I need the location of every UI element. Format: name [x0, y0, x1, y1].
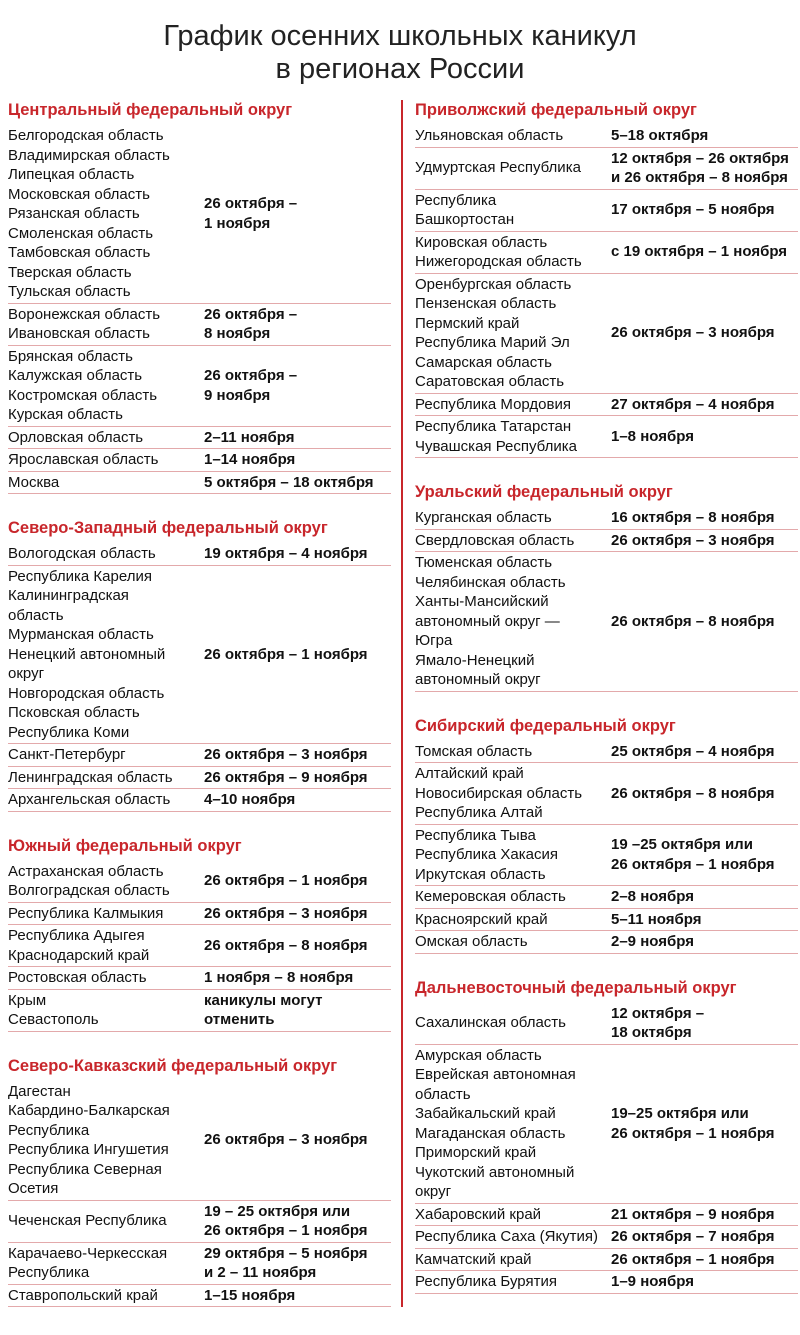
- region-name: Камчатский край: [415, 1250, 532, 1268]
- schedule-row: [8, 861, 391, 903]
- region-name: Чеченская Республика: [8, 1212, 167, 1230]
- region-name: Республика Татарстан: [415, 418, 572, 435]
- region-name: Свердловская область: [415, 531, 575, 549]
- region-name: округ: [415, 1183, 452, 1200]
- region-name: автономный округ —: [415, 612, 560, 630]
- region-list: [415, 553, 611, 690]
- region-name: Вологодская область: [8, 545, 156, 562]
- schedule-row: [415, 530, 798, 553]
- schedule-row: [8, 125, 391, 304]
- region-name: Ивановская область: [8, 325, 150, 342]
- holiday-dates: 26 октября – 1 ноября: [204, 872, 368, 890]
- schedule-row: [8, 903, 391, 926]
- region-name: область: [8, 606, 64, 624]
- schedule-row: [8, 1285, 391, 1308]
- holiday-dates: 26 октября – 8 ноября: [611, 612, 775, 630]
- region-name: Тверская область: [8, 263, 132, 281]
- region-name: Ставропольский край: [8, 1286, 158, 1304]
- region-name: Липецкая область: [8, 166, 135, 183]
- region-name: Дагестан: [8, 1082, 71, 1100]
- region-name: Астраханская область: [8, 862, 164, 880]
- schedule-row: [415, 232, 798, 274]
- holiday-dates: 26 октября – 7 ноября: [611, 1228, 775, 1245]
- region-name: Краснодарский край: [8, 946, 150, 964]
- region-name: Калининградская: [8, 587, 129, 604]
- region-name: Крым: [8, 991, 47, 1009]
- region-name: Ульяновская область: [415, 127, 564, 144]
- region-name: Республика Карелия: [8, 567, 152, 585]
- holiday-dates: 26 октября – 8 ноября: [204, 305, 298, 342]
- district-section: [415, 716, 798, 954]
- holiday-dates: 5–11 ноября: [611, 910, 702, 928]
- holiday-dates: 26 октября – 9 ноября: [204, 768, 368, 786]
- holiday-dates: 19–25 октября или 26 октября – 1 ноября: [611, 1105, 775, 1142]
- district-section: [415, 978, 798, 1294]
- holiday-dates: 17 октября – 5 ноября: [611, 201, 775, 219]
- region-list: [415, 275, 611, 392]
- holiday-dates: 2–9 ноября: [611, 933, 694, 950]
- region-list: [415, 826, 611, 885]
- schedule-row: [415, 931, 798, 954]
- region-list: [8, 745, 204, 765]
- district-section: [8, 100, 391, 494]
- region-list: [8, 1286, 204, 1306]
- holiday-dates: 19 октября – 4 ноября: [204, 545, 368, 562]
- holiday-dates: 4–10 ноября: [204, 791, 296, 808]
- region-list: [415, 158, 611, 178]
- schedule-row: [8, 543, 391, 566]
- section-gap: [415, 692, 798, 716]
- holiday-dates: 5 октября – 18 октября: [204, 473, 374, 491]
- region-name: Магаданская область: [415, 1124, 566, 1142]
- region-list: [415, 910, 611, 930]
- schedule-row: [415, 274, 798, 394]
- region-list: [8, 926, 204, 965]
- region-name: Курганская область: [415, 509, 552, 526]
- region-name: Владимирская область: [8, 146, 170, 164]
- schedule-row: [8, 925, 391, 967]
- region-list: [8, 790, 204, 810]
- right-column: [415, 100, 798, 1294]
- region-name: Тамбовская область: [8, 244, 151, 261]
- schedule-row: [8, 967, 391, 990]
- region-list: [415, 233, 611, 272]
- region-name: Республика Калмыкия: [8, 904, 164, 922]
- region-name: Югра: [415, 632, 453, 649]
- region-name: Республика: [8, 1121, 90, 1139]
- region-name: Томская область: [415, 742, 533, 760]
- schedule-row: [415, 552, 798, 692]
- holiday-dates: 26 октября – 1 ноября: [204, 645, 368, 663]
- region-name: Белгородская область: [8, 127, 164, 144]
- schedule-row: [415, 1271, 798, 1294]
- region-name: Ямало-Ненецкий: [415, 651, 535, 669]
- region-name: Калужская область: [8, 367, 143, 384]
- region-name: Мурманская область: [8, 626, 154, 643]
- region-name: Сахалинская область: [415, 1014, 566, 1032]
- holiday-dates: 26 октября – 8 ноября: [204, 936, 368, 954]
- region-name: Тюменская область: [415, 554, 553, 571]
- holiday-dates: 19 – 25 октября или 26 октября – 1 ноября: [204, 1202, 368, 1239]
- region-list: [8, 1211, 204, 1231]
- region-name: Смоленская область: [8, 224, 154, 242]
- region-name: Нижегородская область: [415, 253, 582, 270]
- holiday-dates: 21 октября – 9 ноября: [611, 1205, 775, 1223]
- schedule-row: [415, 148, 798, 190]
- holiday-dates: 2–8 ноября: [611, 888, 694, 905]
- region-name: Москва: [8, 473, 60, 491]
- holiday-dates: с 19 октября – 1 ноября: [611, 243, 788, 261]
- region-name: Тульская область: [8, 283, 131, 300]
- schedule-row: [8, 449, 391, 472]
- region-name: область: [415, 1085, 471, 1103]
- region-name: Республика Марий Эл: [415, 334, 570, 351]
- holiday-dates: каникулы могут отменить: [204, 991, 323, 1028]
- region-name: Республика Хакасия: [415, 846, 559, 863]
- region-list: [8, 305, 204, 344]
- region-name: Брянская область: [8, 347, 133, 365]
- region-list: [8, 567, 204, 743]
- region-name: Хабаровский край: [415, 1205, 542, 1223]
- region-name: Архангельская область: [8, 791, 171, 808]
- region-name: Кемеровская область: [415, 888, 566, 905]
- region-name: Оренбургская область: [415, 275, 572, 293]
- region-name: Новгородская область: [8, 684, 165, 702]
- region-name: Костромская область: [8, 386, 158, 404]
- region-name: Ненецкий автономный: [8, 645, 166, 663]
- holiday-dates: 29 октября – 5 ноября и 2 – 11 ноября: [204, 1244, 368, 1281]
- region-list: [415, 887, 611, 907]
- region-name: Ростовская область: [8, 969, 147, 986]
- region-name: Карачаево-Черкесская: [8, 1244, 168, 1262]
- section-gap: [8, 812, 391, 836]
- district-section: [8, 1056, 391, 1308]
- region-list: [415, 1250, 611, 1270]
- district-section: [8, 836, 391, 1032]
- region-list: [8, 450, 204, 470]
- region-name: Башкортостан: [415, 211, 515, 228]
- section-gap: [415, 954, 798, 978]
- region-name: Новосибирская область: [415, 784, 583, 802]
- region-name: Ханты-Мансийский: [415, 593, 549, 610]
- region-name: Севастополь: [8, 1011, 99, 1028]
- region-list: [8, 126, 204, 302]
- region-name: Пензенская область: [415, 295, 557, 312]
- holiday-dates: 1 ноября – 8 ноября: [204, 969, 354, 986]
- schedule-row: [415, 1249, 798, 1272]
- region-list: [8, 1244, 204, 1283]
- region-name: Самарская область: [415, 353, 552, 371]
- region-name: Московская область: [8, 185, 150, 203]
- region-list: [8, 473, 204, 493]
- region-list: [8, 1082, 204, 1199]
- region-name: Красноярский край: [415, 910, 548, 928]
- region-list: [8, 991, 204, 1030]
- district-heading: Сибирский федеральный округ: [415, 716, 676, 735]
- region-list: [8, 968, 204, 988]
- holiday-dates: 26 октября – 3 ноября: [611, 531, 775, 549]
- holiday-dates: 26 октября – 1 ноября: [611, 1250, 775, 1268]
- region-list: [8, 544, 204, 564]
- holiday-dates: 1–15 ноября: [204, 1286, 296, 1304]
- region-list: [415, 417, 611, 456]
- region-list: [8, 347, 204, 425]
- holiday-dates: 12 октября – 18 октября: [611, 1004, 705, 1041]
- region-list: [415, 1013, 611, 1033]
- region-name: Саратовская область: [415, 373, 565, 390]
- region-name: Волгоградская область: [8, 882, 170, 899]
- section-gap: [8, 494, 391, 518]
- region-list: [415, 126, 611, 146]
- region-list: [8, 428, 204, 448]
- region-list: [415, 191, 611, 230]
- region-name: Кировская область: [415, 233, 548, 251]
- region-list: [415, 1227, 611, 1247]
- holiday-dates: 16 октября – 8 ноября: [611, 509, 775, 526]
- region-list: [415, 395, 611, 415]
- district-heading: Уральский федеральный округ: [415, 483, 673, 501]
- region-name: Ленинградская область: [8, 768, 173, 786]
- district-heading: Приволжский федеральный округ: [415, 101, 697, 119]
- schedule-row: [415, 886, 798, 909]
- holiday-dates: 26 октября – 1 ноября: [204, 195, 298, 232]
- schedule-row: [415, 825, 798, 887]
- region-list: [8, 768, 204, 788]
- region-name: Кабардино-Балкарская: [8, 1102, 170, 1119]
- district-heading: Северо-Кавказский федеральный округ: [8, 1056, 338, 1075]
- schedule-row: [415, 1204, 798, 1227]
- schedule-row: [415, 1003, 798, 1045]
- district-heading: Центральный федеральный округ: [8, 101, 293, 119]
- holiday-dates: 26 октября – 8 ноября: [611, 784, 775, 802]
- schedule-row: [415, 190, 798, 232]
- region-list: [415, 1205, 611, 1225]
- holiday-dates: 1–8 ноября: [611, 427, 694, 445]
- region-name: Забайкальский край: [415, 1105, 556, 1122]
- region-name: Курская область: [8, 406, 123, 423]
- region-name: Орловская область: [8, 428, 144, 446]
- section-gap: [8, 1032, 391, 1056]
- holiday-dates: 26 октября – 9 ноября: [204, 367, 298, 404]
- schedule-row: [415, 125, 798, 148]
- district-heading: Южный федеральный округ: [8, 836, 242, 855]
- schedule-row: [8, 1201, 391, 1243]
- schedule-row: [415, 1045, 798, 1204]
- region-name: Ярославская область: [8, 451, 159, 468]
- region-name: Осетия: [8, 1180, 59, 1197]
- region-name: Республика Адыгея: [8, 927, 145, 944]
- region-name: Республика: [415, 191, 497, 209]
- region-name: Республика: [8, 1264, 90, 1281]
- holiday-dates: 2–11 ноября: [204, 428, 295, 446]
- region-name: Челябинская область: [415, 573, 566, 591]
- schedule-row: [8, 1081, 391, 1201]
- region-list: [415, 1046, 611, 1202]
- region-name: Республика Северная: [8, 1160, 162, 1178]
- region-name: Омская область: [415, 933, 528, 950]
- region-name: Воронежская область: [8, 305, 161, 323]
- holiday-dates: 12 октября – 26 октября и 26 октября – 8 ноября: [611, 149, 789, 186]
- schedule-row: [8, 789, 391, 812]
- region-name: Еврейская автономная: [415, 1066, 576, 1083]
- holiday-dates: 5–18 октября: [611, 127, 709, 144]
- region-name: Пермский край: [415, 314, 520, 332]
- holiday-dates: 19 –25 октября или 26 октября – 1 ноября: [611, 836, 775, 873]
- schedule-row: [415, 416, 798, 458]
- schedule-row: [415, 1226, 798, 1249]
- holiday-dates: 26 октября – 3 ноября: [204, 1131, 368, 1149]
- schedule-row: [8, 566, 391, 745]
- region-list: [415, 932, 611, 952]
- district-section: [415, 482, 798, 692]
- holiday-dates: 26 октября – 3 ноября: [204, 904, 368, 922]
- holiday-dates: 26 октября – 3 ноября: [611, 324, 775, 342]
- schedule-row: [415, 909, 798, 932]
- schedule-row: [8, 744, 391, 767]
- region-list: [8, 904, 204, 924]
- region-name: Республика Бурятия: [415, 1273, 557, 1290]
- region-name: Республика Коми: [8, 723, 130, 741]
- region-name: Приморский край: [415, 1144, 537, 1161]
- schedule-row: [415, 507, 798, 530]
- region-name: Чувашская Республика: [415, 437, 577, 455]
- schedule-row: [8, 472, 391, 495]
- region-name: Иркутская область: [415, 865, 546, 883]
- region-name: Алтайский край: [415, 765, 524, 782]
- district-section: [8, 518, 391, 812]
- region-name: Чукотский автономный: [415, 1163, 575, 1181]
- holiday-dates: 1–14 ноября: [204, 451, 296, 468]
- section-gap: [415, 458, 798, 482]
- column-divider: [401, 100, 403, 1307]
- schedule-row: [415, 763, 798, 825]
- region-list: [8, 862, 204, 901]
- region-name: Республика Саха (Якутия): [415, 1228, 599, 1245]
- schedule-row: [8, 427, 391, 450]
- region-name: Амурская область: [415, 1046, 542, 1064]
- holiday-dates: 26 октября – 3 ноября: [204, 746, 368, 763]
- region-name: Удмуртская Республика: [415, 159, 581, 177]
- district-heading: Северо-Западный федеральный округ: [8, 519, 328, 537]
- schedule-row: [8, 767, 391, 790]
- schedule-row: [8, 1243, 391, 1285]
- holiday-dates: 27 октября – 4 ноября: [611, 395, 775, 413]
- region-name: Республика Тыва: [415, 826, 536, 844]
- schedule-row: [415, 741, 798, 764]
- district-heading: Дальневосточный федеральный округ: [415, 978, 737, 997]
- schedule-row: [8, 346, 391, 427]
- schedule-row: [8, 990, 391, 1032]
- region-name: автономный округ: [415, 671, 541, 688]
- region-list: [415, 531, 611, 551]
- region-name: округ: [8, 665, 45, 682]
- region-name: Псковская область: [8, 704, 140, 721]
- region-list: [415, 1272, 611, 1292]
- region-name: Санкт-Петербург: [8, 746, 126, 763]
- holiday-dates: 1–9 ноября: [611, 1273, 694, 1290]
- region-list: [415, 508, 611, 528]
- region-name: Рязанская область: [8, 205, 140, 222]
- schedule-row: [8, 304, 391, 346]
- district-section: [415, 100, 798, 458]
- left-column: [8, 100, 391, 1307]
- page-title: График осенних школьных каникул в регионах России: [163, 20, 637, 85]
- region-name: Республика Ингушетия: [8, 1141, 169, 1158]
- region-name: Республика Мордовия: [415, 395, 571, 413]
- region-list: [415, 764, 611, 823]
- region-name: Республика Алтай: [415, 804, 543, 821]
- region-list: [415, 742, 611, 762]
- holiday-dates: 25 октября – 4 ноября: [611, 742, 775, 760]
- schedule-row: [415, 394, 798, 417]
